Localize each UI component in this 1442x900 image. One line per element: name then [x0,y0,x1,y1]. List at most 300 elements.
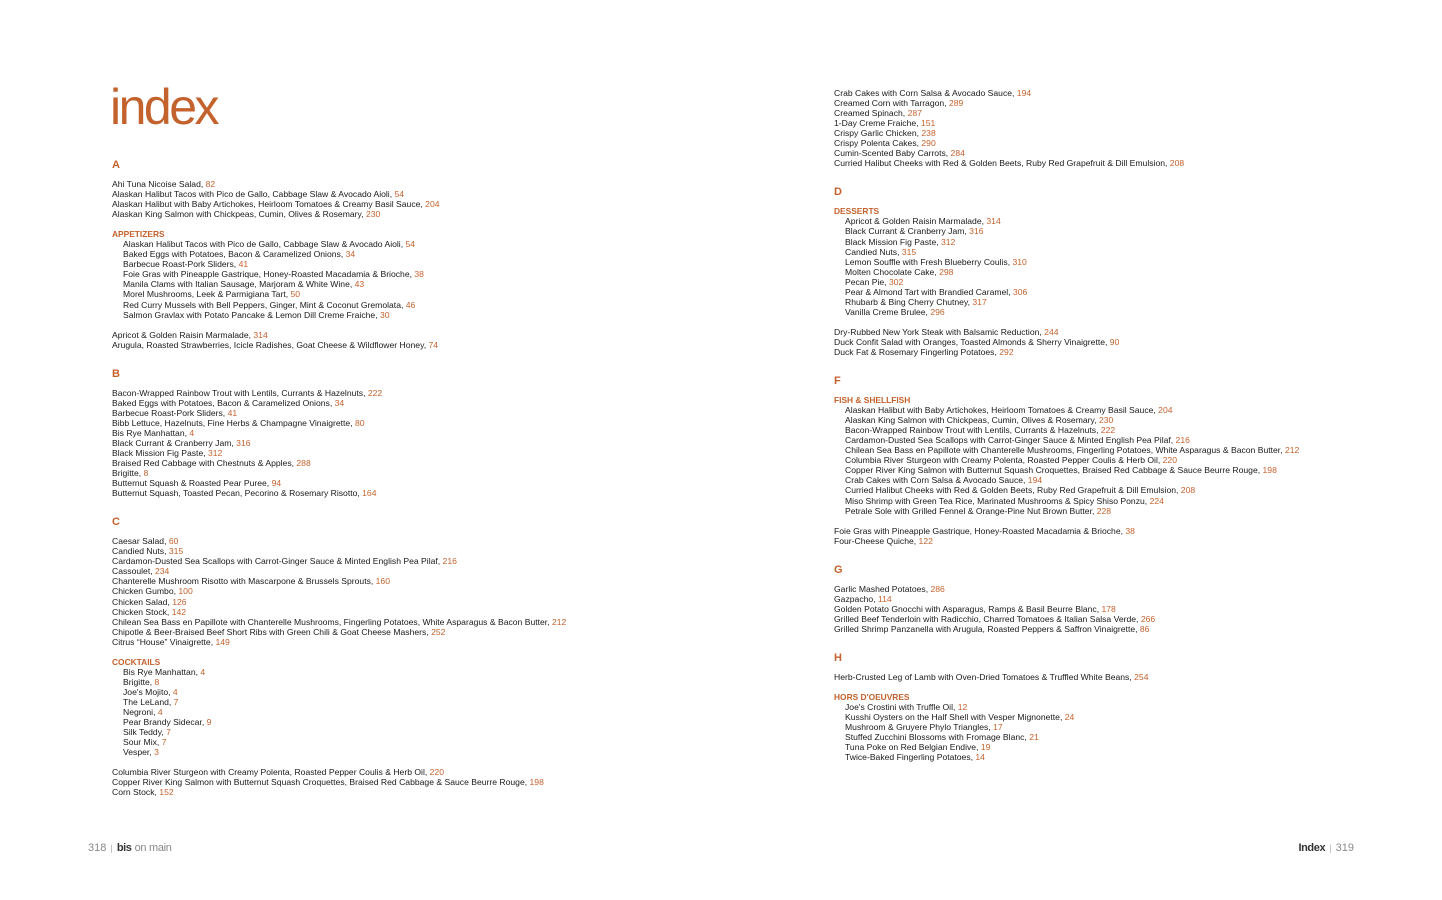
index-entry [834,237,1434,247]
index-entry [834,307,1434,317]
index-entry [834,108,1434,118]
page-reference: 160 [375,576,390,587]
footer-section-title: Index [1298,842,1326,854]
page-reference: 149 [215,636,230,647]
index-entry [834,415,1434,425]
page-reference: 41 [227,407,238,418]
page-reference: 152 [159,787,174,798]
index-entry [112,209,792,219]
recipe-name: Alaskan King Salmon with Chickpeas, Cumin, Olives & Rosemary, [845,415,1099,426]
recipe-name: Mushroom & Gruyere Phylo Triangles, [845,722,994,733]
group-spacer [834,682,1434,692]
recipe-name: Alaskan Halibut Tacos with Pico de Gallo, Cabbage Slaw & Avocado Aioli, [123,239,406,250]
page-reference: 266 [1140,613,1156,624]
index-entry [834,742,1434,752]
recipe-name: Black Currant & Cranberry Jam, [112,437,237,448]
index-entry [112,697,792,707]
page-title: index [110,79,218,135]
recipe-name: Columbia River Sturgeon with Creamy Polenta, Roasted Pepper Coulis & Herb Oil, [112,767,430,778]
recipe-name: Vanilla Creme Brulee, [845,306,931,317]
page-reference: 220 [1162,455,1177,466]
recipe-name: Barbecue Roast-Pork Sliders, [123,259,239,270]
page-reference: 216 [1175,435,1190,446]
recipe-name: Cumin-Scented Baby Carrots, [834,148,951,159]
recipe-name: Foie Gras with Pineapple Gastrique, Honey-Roasted Macadamia & Brioche, [123,269,415,280]
recipe-name: Red Curry Mussels with Bell Peppers, Ginger, Mint & Coconut Gremolata, [123,299,406,310]
page-reference: 126 [172,596,187,607]
index-entry [834,506,1434,516]
index-entry [834,267,1434,277]
index-entry [112,300,792,310]
page-reference: 4 [172,686,178,697]
page-reference: 314 [986,216,1001,227]
recipe-name: Stuffed Zucchini Blossoms with Fromage Blanc, [845,732,1030,743]
footer-separator: | [1329,843,1332,853]
index-entry [834,287,1434,297]
index-entry [112,408,792,418]
recipe-name: Crab Cakes with Corn Salsa & Avocado Sauce, [834,88,1017,98]
index-entry [112,478,792,488]
page-reference: 298 [939,266,954,277]
index-entry [834,347,1434,357]
recipe-name: Candied Nuts, [845,246,902,257]
recipe-name: Grilled Shrimp Panzanella with Arugula, Roasted Peppers & Saffron Vinaigrette, [834,623,1140,634]
page-reference: 122 [918,535,933,546]
recipe-name: Apricot & Golden Raisin Marmalade, [845,216,987,227]
page-reference: 82 [205,179,216,189]
index-entry [112,597,792,607]
recipe-name: Copper River King Salmon with Butternut Squash Croquettes, Braised Red Cabbage & Sauce Beurre Rouge, [845,465,1263,476]
group-spacer [112,219,792,229]
index-entry [112,179,792,189]
index-entry [112,576,792,586]
page-reference: 54 [405,239,416,250]
footer-book-title-light: on main [134,842,172,854]
page-reference: 316 [969,226,984,237]
recipe-name: Negroni, [123,706,158,717]
section-spacer [834,634,1434,652]
recipe-name: Curried Halibut Cheeks with Red & Golden Beets, Ruby Red Grapefruit & Dill Emulsion, [834,158,1170,169]
recipe-name: Pear & Almond Tart with Brandied Caramel, [845,286,1013,297]
index-letter-heading: G [834,563,843,576]
page-reference: 234 [155,566,170,577]
page-reference: 19 [980,742,991,753]
index-column-right [834,88,1434,762]
page-reference: 178 [1101,603,1116,614]
recipe-name: Joe's Crostini with Truffle Oil, [845,702,958,713]
recipe-name: Bacon-Wrapped Rainbow Trout with Lentils, Currants & Hazelnuts, [112,387,368,398]
page-reference: 252 [431,626,446,637]
recipe-name: Creamed Corn with Tarragon, [834,98,949,109]
index-letter-heading: H [834,651,842,664]
recipe-name: Four-Cheese Quiche, [834,535,919,546]
index-entry [834,118,1434,128]
page-reference: 216 [442,556,457,567]
index-entry [834,485,1434,495]
recipe-name: Lemon Souffle with Fresh Blueberry Coulis, [845,256,1013,267]
index-entry [112,330,792,340]
index-entry [112,488,792,498]
index-entry [112,566,792,576]
recipe-name: Black Currant & Cranberry Jam, [845,226,970,237]
recipe-name: Foie Gras with Pineapple Gastrique, Honey-Roasted Macadamia & Brioche, [834,525,1126,536]
recipe-name: Morel Mushrooms, Leek & Parmigiana Tart, [123,289,291,300]
recipe-name: Grilled Beef Tenderloin with Radicchio, Charred Tomatoes & Italian Salsa Verde, [834,613,1141,624]
index-entry [834,526,1434,536]
footer-book-title-bold: bis [116,842,132,854]
recipe-name: Kusshi Oysters on the Half Shell with Vesper Mignonette, [845,712,1065,723]
section-spacer [834,387,1434,395]
recipe-name: Joe's Mojito, [123,686,173,697]
section-spacer [834,576,1434,584]
recipe-name: Sour Mix, [123,737,162,748]
footer-page-number: 319 [1335,842,1354,854]
page-reference: 194 [1027,475,1043,486]
recipe-name: Curried Halibut Cheeks with Red & Golden Beets, Ruby Red Grapefruit & Dill Emulsion, [845,485,1181,496]
page-reference: 7 [166,727,171,738]
index-entry [112,556,792,566]
page-reference: 30 [379,309,390,320]
page-reference: 12 [957,702,968,713]
recipe-name: Pear Brandy Sidecar, [123,717,207,728]
recipe-name: Twice-Baked Fingerling Potatoes, [845,752,976,763]
page-reference: 43 [354,279,365,290]
recipe-name: Brigitte, [112,468,144,479]
page-reference: 230 [365,209,381,220]
recipe-name: Cassoulet, [112,566,155,577]
page-reference: 7 [161,737,167,748]
page-reference: 288 [296,458,311,469]
recipe-name: Vesper, [123,747,155,758]
index-entry [112,199,792,209]
index-entry [112,448,792,458]
index-entry [112,310,792,320]
recipe-name: Alaskan King Salmon with Chickpeas, Cumin, Olives & Rosemary, [112,209,366,220]
recipe-name: Baked Eggs with Potatoes, Bacon & Caramelized Onions, [123,249,346,260]
recipe-name: Black Mission Fig Paste, [112,447,208,458]
index-letter-heading: D [834,186,842,199]
page-reference: 208 [1169,158,1185,169]
page-reference: 114 [877,593,892,604]
index-entry [112,607,792,617]
recipe-name: Chilean Sea Bass en Papillote with Chanterelle Mushrooms, Fingerling Potatoes, White Asparagus & Bacon Butter, [112,616,552,627]
recipe-name: Petrale Sole with Grilled Fennel & Orange-Pine Nut Brown Butter, [845,505,1097,516]
index-entry [834,732,1434,742]
index-entry [112,617,792,627]
group-spacer [112,320,792,330]
index-entry [112,637,792,647]
page-reference: 222 [1100,425,1116,436]
index-entry [834,752,1434,762]
page-reference: 4 [200,666,206,677]
footer-left [88,842,172,854]
index-entry [112,340,792,350]
index-entry [112,418,792,428]
page-reference: 8 [143,468,149,479]
index-entry [834,584,1434,594]
page-reference: 306 [1012,286,1028,297]
page-reference: 208 [1180,485,1196,496]
index-category-heading: APPETIZERS [112,229,165,240]
recipe-name: Black Mission Fig Paste, [845,236,941,247]
page-reference: 198 [1262,465,1277,476]
index-entry [834,672,1434,682]
recipe-name: Butternut Squash, Toasted Pecan, Pecorino & Rosemary Risotto, [112,488,363,499]
index-entry [112,787,792,797]
index-entry [112,259,792,269]
recipe-name: Pecan Pie, [845,276,889,287]
index-entry [834,88,1434,98]
group-spacer [834,317,1434,327]
index-entry [112,438,792,448]
recipe-name: Bibb Lettuce, Hazelnuts, Fine Herbs & Champagne Vinaigrette, [112,417,355,428]
index-entry [112,546,792,556]
page-reference: 14 [975,752,985,763]
page-reference: 244 [1044,326,1059,337]
page-reference: 286 [930,583,945,594]
page-reference: 315 [168,546,184,557]
page-reference: 100 [178,586,193,597]
recipe-name: Columbia River Sturgeon with Creamy Polenta, Roasted Pepper Coulis & Herb Oil, [845,455,1163,466]
page-reference: 212 [551,616,567,627]
recipe-name: Baked Eggs with Potatoes, Bacon & Caramelized Onions, [112,397,335,408]
index-letter-heading: F [834,375,841,388]
page-reference: 46 [405,299,416,310]
page-reference: 164 [362,488,377,499]
recipe-name: Chicken Stock, [112,606,172,617]
page-reference: 222 [367,387,383,398]
page-reference: 74 [428,339,439,350]
section-spacer [834,546,1434,564]
index-entry [834,722,1434,732]
recipe-name: Candied Nuts, [112,546,169,557]
page-reference: 238 [921,128,936,139]
index-entry [834,624,1434,634]
index-entry [834,277,1434,287]
index-category-heading: COCKTAILS [112,656,161,667]
page-reference: 194 [1016,88,1032,98]
page-reference: 54 [394,189,405,200]
index-entry [112,189,792,199]
section-spacer [112,380,792,388]
page-reference: 314 [253,329,268,340]
index-entry [834,128,1434,138]
recipe-name: Bis Rye Manhattan, [112,427,190,438]
index-entry [112,388,792,398]
recipe-name: Duck Fat & Rosemary Fingerling Potatoes, [834,346,1000,357]
page-reference: 4 [157,706,163,717]
page-reference: 38 [414,269,424,280]
recipe-name: Creamed Spinach, [834,108,908,119]
index-entry [112,687,792,697]
index-entry [834,337,1434,347]
page-reference: 34 [345,249,356,260]
index-entry [834,226,1434,236]
page-reference: 317 [972,296,987,307]
recipe-name: Chicken Salad, [112,596,173,607]
page-reference: 34 [334,397,345,408]
index-category-heading: DESSERTS [834,206,880,217]
index-entry [834,435,1434,445]
recipe-name: Barbecue Roast-Pork Sliders, [112,407,228,418]
index-entry [112,737,792,747]
page-reference: 289 [948,98,964,109]
index-entry [834,614,1434,624]
recipe-name: Tuna Poke on Red Belgian Endive, [845,742,981,753]
recipe-name: Butternut Squash & Roasted Pear Puree, [112,478,272,489]
recipe-name: Braised Red Cabbage with Chestnuts & Apples, [112,458,297,469]
section-spacer [112,350,792,368]
page-reference: 8 [154,676,160,687]
page-reference: 94 [271,478,282,489]
index-entry [834,445,1434,455]
group-spacer [112,647,792,657]
index-column-left [112,159,792,797]
recipe-name: Chanterelle Mushroom Risotto with Mascarpone & Brussels Sprouts, [112,576,376,587]
index-entry [112,777,792,787]
index-entry [112,536,792,546]
index-entry [112,727,792,737]
recipe-name: Brigitte, [123,676,155,687]
index-entry [112,767,792,777]
index-entry [834,496,1434,506]
index-entry [834,455,1434,465]
page-reference: 316 [236,437,251,448]
page-reference: 3 [154,747,159,758]
recipe-name: Herb-Crusted Leg of Lamb with Oven-Dried Tomatoes & Truffled White Beans, [834,671,1135,682]
index-entry [834,148,1434,158]
recipe-name: Miso Shrimp with Green Tea Rice, Marinated Mushrooms & Spicy Shiso Ponzu, [845,495,1150,506]
recipe-name: Garlic Mashed Potatoes, [834,583,931,594]
index-entry [834,702,1434,712]
recipe-name: Gazpacho, [834,593,878,604]
group-spacer [834,516,1434,526]
page-reference: 50 [290,289,301,300]
section-spacer [834,168,1434,186]
index-entry [112,279,792,289]
page-reference: 254 [1134,671,1149,682]
page-reference: 60 [168,536,179,547]
group-spacer [112,757,792,767]
page-reference: 310 [1012,256,1027,267]
index-entry [112,586,792,596]
recipe-name: Chipotle & Beer-Braised Beef Short Ribs with Green Chili & Goat Cheese Mashers, [112,626,432,637]
page-reference: 302 [888,276,904,287]
page-reference: 287 [907,108,922,119]
index-entry [112,269,792,279]
page-reference: 90 [1109,336,1120,347]
page-reference: 284 [950,148,965,159]
index-entry [112,239,792,249]
index-entry [112,468,792,478]
index-entry [112,717,792,727]
page-reference: 230 [1098,415,1114,426]
index-entry [834,98,1434,108]
recipe-name: Citrus “House” Vinaigrette, [112,636,216,647]
recipe-name: Manila Clams with Italian Sausage, Marjoram & White Wine, [123,279,355,290]
index-entry [112,289,792,299]
index-entry [834,604,1434,614]
page-reference: 204 [425,199,440,210]
index-entry [112,627,792,637]
index-entry [834,475,1434,485]
page-reference: 38 [1125,525,1135,536]
page-reference: 80 [355,417,365,428]
page-reference: 312 [941,236,956,247]
index-entry [112,428,792,438]
page-reference: 290 [921,138,936,149]
index-letter-heading: A [112,159,120,171]
page-reference: 296 [930,306,945,317]
index-category-heading: HORS D'OEUVRES [834,691,910,702]
page-reference: 312 [208,447,223,458]
recipe-name: Copper River King Salmon with Butternut Squash Croquettes, Braised Red Cabbage & Sauce Beurre Rouge, [112,777,530,788]
footer-page-number: 318 [88,842,107,854]
recipe-name: Caesar Salad, [112,536,169,547]
recipe-name: Silk Teddy, [123,727,167,738]
index-entry [112,398,792,408]
section-spacer [834,357,1434,375]
section-spacer [112,498,792,516]
page-reference: 21 [1029,732,1039,743]
recipe-name: Chicken Gumbo, [112,586,179,597]
index-entry [834,247,1434,257]
index-entry [112,458,792,468]
section-spacer [834,664,1434,672]
page-reference: 224 [1149,495,1164,506]
recipe-name: Ahi Tuna Nicoise Salad, [112,179,206,189]
page-reference: 198 [529,777,544,788]
page-reference: 17 [993,722,1003,733]
page-reference: 228 [1096,505,1112,516]
page-reference: 220 [429,767,444,778]
section-spacer [112,171,792,179]
recipe-name: Cardamon-Dusted Sea Scallops with Carrot-Ginger Sauce & Minted English Pea Pilaf, [112,556,443,567]
recipe-name: Bis Rye Manhattan, [123,666,201,677]
page-reference: 315 [901,246,917,257]
page-reference: 24 [1064,712,1075,723]
page-reference: 142 [171,606,187,617]
recipe-name: Duck Confit Salad with Oranges, Toasted Almonds & Sherry Vinaigrette, [834,336,1110,347]
index-letter-heading: C [112,516,120,529]
index-entry [112,249,792,259]
recipe-name: Chilean Sea Bass en Papillote with Chanterelle Mushrooms, Fingerling Potatoes, White Asparagus & Bacon Butter, [845,445,1285,456]
page-reference: 292 [999,346,1014,357]
index-entry [112,707,792,717]
recipe-name: Corn Stock, [112,787,160,798]
recipe-name: Apricot & Golden Raisin Marmalade, [112,329,254,340]
recipe-name: Bacon-Wrapped Rainbow Trout with Lentils, Currants & Hazelnuts, [845,425,1101,436]
recipe-name: Crab Cakes with Corn Salsa & Avocado Sauce, [845,475,1028,486]
index-entry [834,257,1434,267]
index-letter-heading: B [112,367,120,380]
page-reference: 41 [238,259,249,270]
recipe-name: Arugula, Roasted Strawberries, Icicle Radishes, Goat Cheese & Wildflower Honey, [112,339,429,350]
index-entry [834,536,1434,546]
recipe-name: Dry-Rubbed New York Steak with Balsamic Reduction, [834,326,1045,337]
index-entry [834,712,1434,722]
recipe-name: Rhubarb & Bing Cherry Chutney, [845,296,973,307]
index-entry [112,747,792,757]
index-entry [834,327,1434,337]
page-reference: 212 [1284,445,1300,456]
recipe-name: 1-Day Creme Fraiche, [834,118,921,129]
index-entry [112,677,792,687]
index-entry [112,667,792,677]
index-entry [834,465,1434,475]
index-entry [834,425,1434,435]
page-reference: 204 [1158,405,1173,416]
